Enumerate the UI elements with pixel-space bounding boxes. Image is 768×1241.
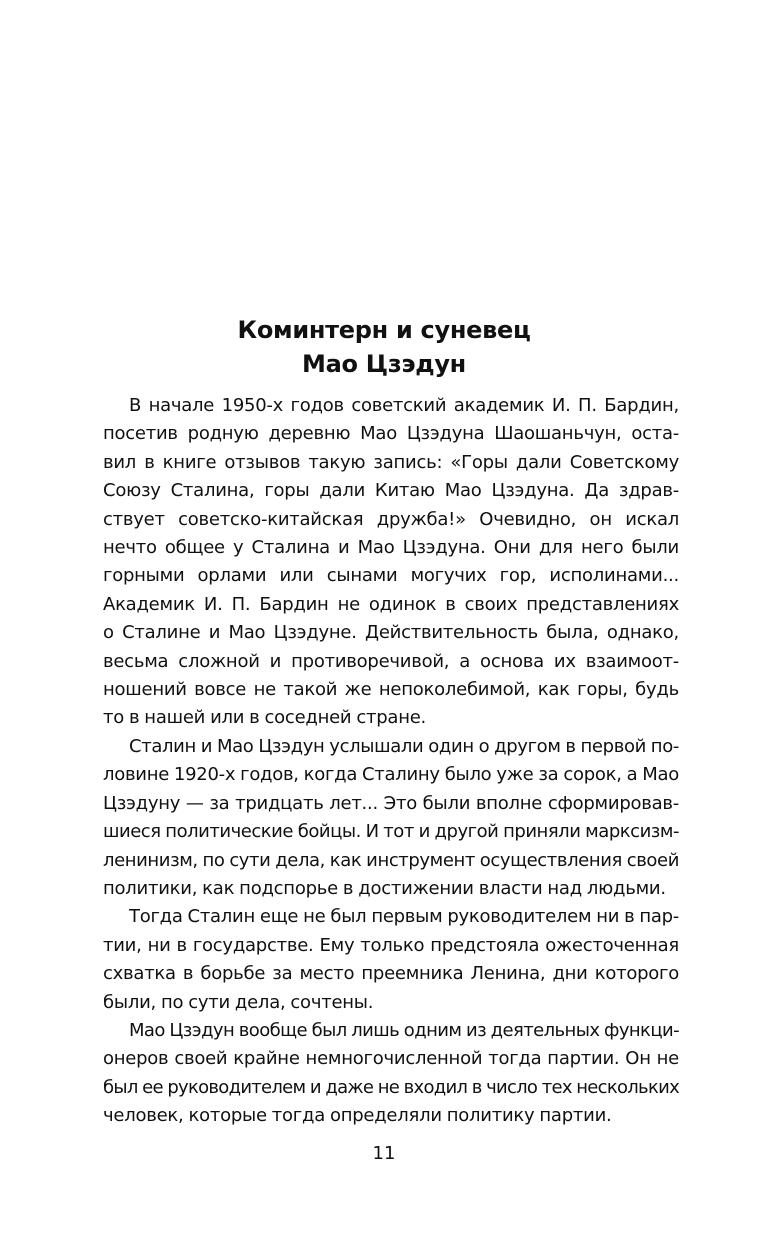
- text-line: политики, как подспорье в достижении власти над людьми.: [103, 877, 666, 899]
- text-line: весьма сложной и противоречивой, а основа их взаимоот-: [103, 650, 679, 672]
- paragraph-2: [77, 733, 679, 903]
- text-line: онеров своей крайне немногочисленной тогда партии. Он не: [103, 1048, 679, 1070]
- text-line: то в нашей или в соседней стране.: [103, 707, 427, 729]
- body-text: [77, 392, 679, 1131]
- text-line: вил в книге отзывов такую запись: «Горы дали Советскому: [103, 451, 679, 473]
- text-line: Тогда Сталин еще не был первым руководителем ни в пар-: [129, 906, 679, 928]
- chapter-title-line-1: Коминтерн и суневец: [237, 316, 531, 344]
- text-line: посетив родную деревню Мао Цзэдуна Шаошаньчун, оста-: [103, 423, 679, 445]
- paragraph-1: [77, 392, 679, 733]
- text-line: Мао Цзэдун вообще был лишь одним из деятельных функци-: [129, 1019, 679, 1041]
- text-line: Союзу Сталина, горы дали Китаю Мао Цзэдуна. Да здрав-: [103, 480, 679, 502]
- text-line: Цзэдуну — за тридцать лет... Это были вполне сформировав-: [103, 792, 679, 814]
- text-line: горными орлами или сынами могучих гор, исполинами...: [103, 565, 679, 587]
- text-line: ленинизм, по сути дела, как инструмент осуществления своей: [103, 849, 679, 871]
- text-line: нечто общее у Сталина и Мао Цзэдуна. Они для него были: [103, 537, 679, 559]
- paragraph-3: [77, 903, 679, 1017]
- text-line: Сталин и Мао Цзэдун услышали один о другом в первой по-: [129, 735, 679, 757]
- text-line: тии, ни в государстве. Ему только предстояла ожесточенная: [103, 934, 679, 956]
- text-line: были, по сути дела, сочтены.: [103, 991, 374, 1013]
- page-number: 11: [372, 1143, 396, 1164]
- text-line: ловине 1920-х годов, когда Сталину было уже за сорок, а Мао: [103, 764, 679, 786]
- text-line: ношений вовсе не такой же непоколебимой, как горы, будь: [103, 679, 679, 701]
- text-line: человек, которые тогда определяли политику партии.: [103, 1105, 612, 1127]
- text-line: В начале 1950-х годов советский академик И. П. Бардин,: [129, 395, 679, 416]
- text-line: был ее руководителем и даже не входил в число тех нескольких: [103, 1076, 679, 1098]
- chapter-title: [0, 313, 768, 381]
- text-line: Академик И. П. Бардин не одинок в своих представлениях: [103, 593, 679, 615]
- chapter-title-line-2: Мао Цзэдун: [302, 350, 466, 378]
- paragraph-4: [77, 1017, 679, 1131]
- text-line: шиеся политические бойцы. И тот и другой приняли марксизм-: [103, 821, 679, 843]
- text-line: ствует советско-китайская дружба!» Очевидно, он искал: [103, 508, 679, 530]
- text-line: о Сталине и Мао Цзэдуне. Действительность была, однако,: [103, 622, 679, 644]
- text-line: схватка в борьбе за место преемника Ленина, дни которого: [103, 963, 679, 985]
